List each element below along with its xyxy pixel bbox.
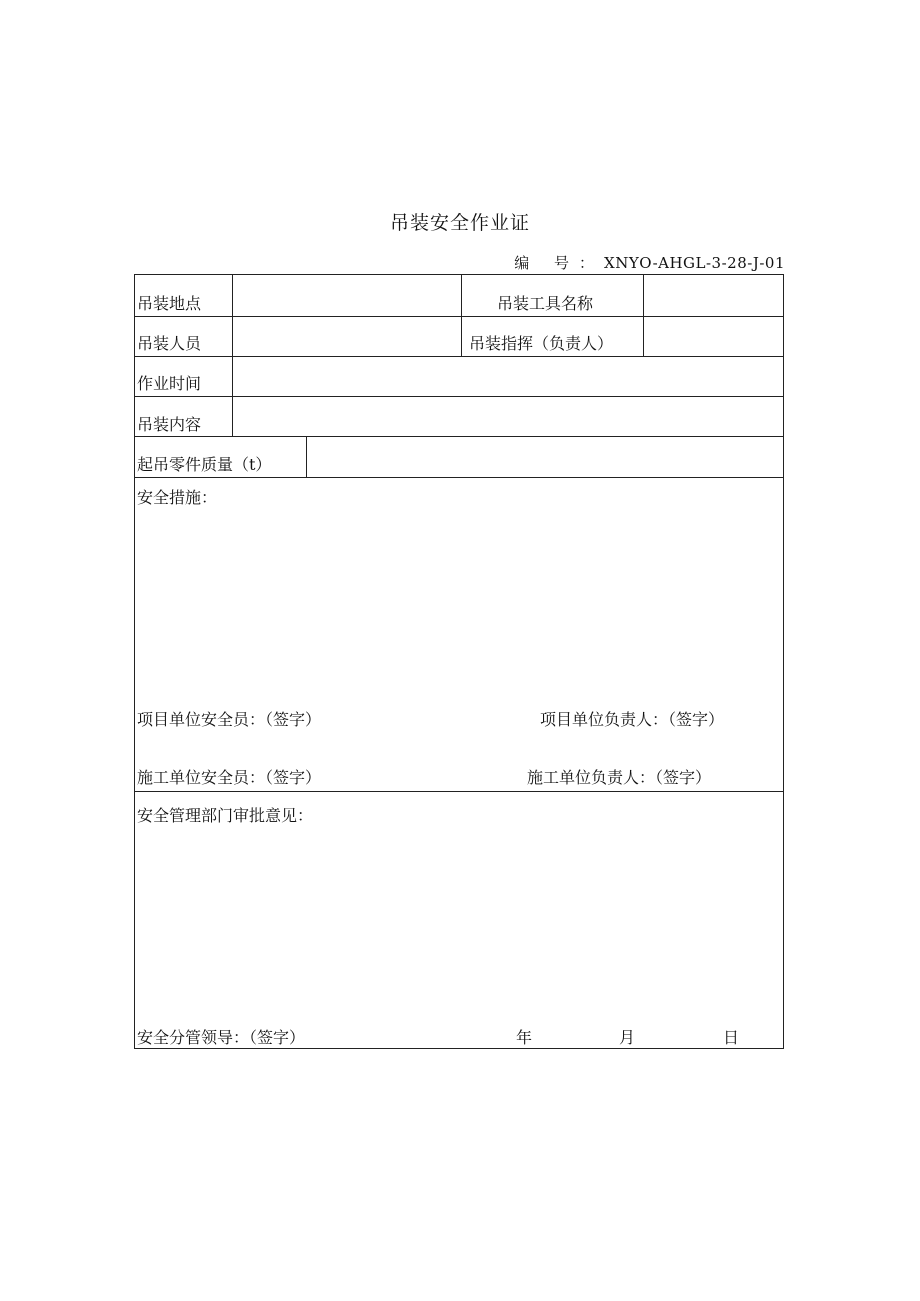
permit-form [134, 274, 784, 1049]
personnel-label: 吊装人员 [137, 334, 202, 353]
commander-label: 吊装指挥（负责人） [469, 334, 614, 353]
document-code [514, 252, 785, 273]
safety-measures-label: 安全措施： [137, 488, 218, 507]
content-label: 吊装内容 [137, 415, 202, 434]
construction-leader-sign: 施工单位负责人：（签字） [527, 768, 712, 787]
tool-name-label: 吊装工具名称 [497, 294, 594, 313]
year-label: 年 [516, 1028, 533, 1047]
work-time-label: 作业时间 [137, 374, 202, 393]
month-label: 月 [619, 1028, 636, 1047]
location-label: 吊装地点 [137, 294, 202, 313]
row-divider [135, 436, 783, 437]
construction-safety-officer-sign: 施工单位安全员：（签字） [137, 768, 322, 787]
approval-label: 安全管理部门审批意见： [137, 806, 314, 825]
column-divider [643, 275, 644, 356]
column-divider [232, 275, 233, 436]
row-divider [135, 477, 783, 478]
document-title: 吊装安全作业证 [389, 212, 530, 234]
project-safety-officer-sign: 项目单位安全员：（签字） [137, 710, 322, 729]
project-leader-sign: 项目单位负责人：（签字） [540, 710, 725, 729]
code-value: XNYO-AHGL-3-28-J-01 [604, 254, 785, 272]
leader-sign: 安全分管领导：（签字） [137, 1028, 306, 1047]
row-divider [135, 791, 783, 792]
column-divider [461, 275, 462, 356]
code-label: 编 号： [514, 254, 605, 272]
column-divider [306, 436, 307, 477]
day-label: 日 [723, 1028, 740, 1047]
weight-label: 起吊零件质量（t） [137, 455, 272, 474]
